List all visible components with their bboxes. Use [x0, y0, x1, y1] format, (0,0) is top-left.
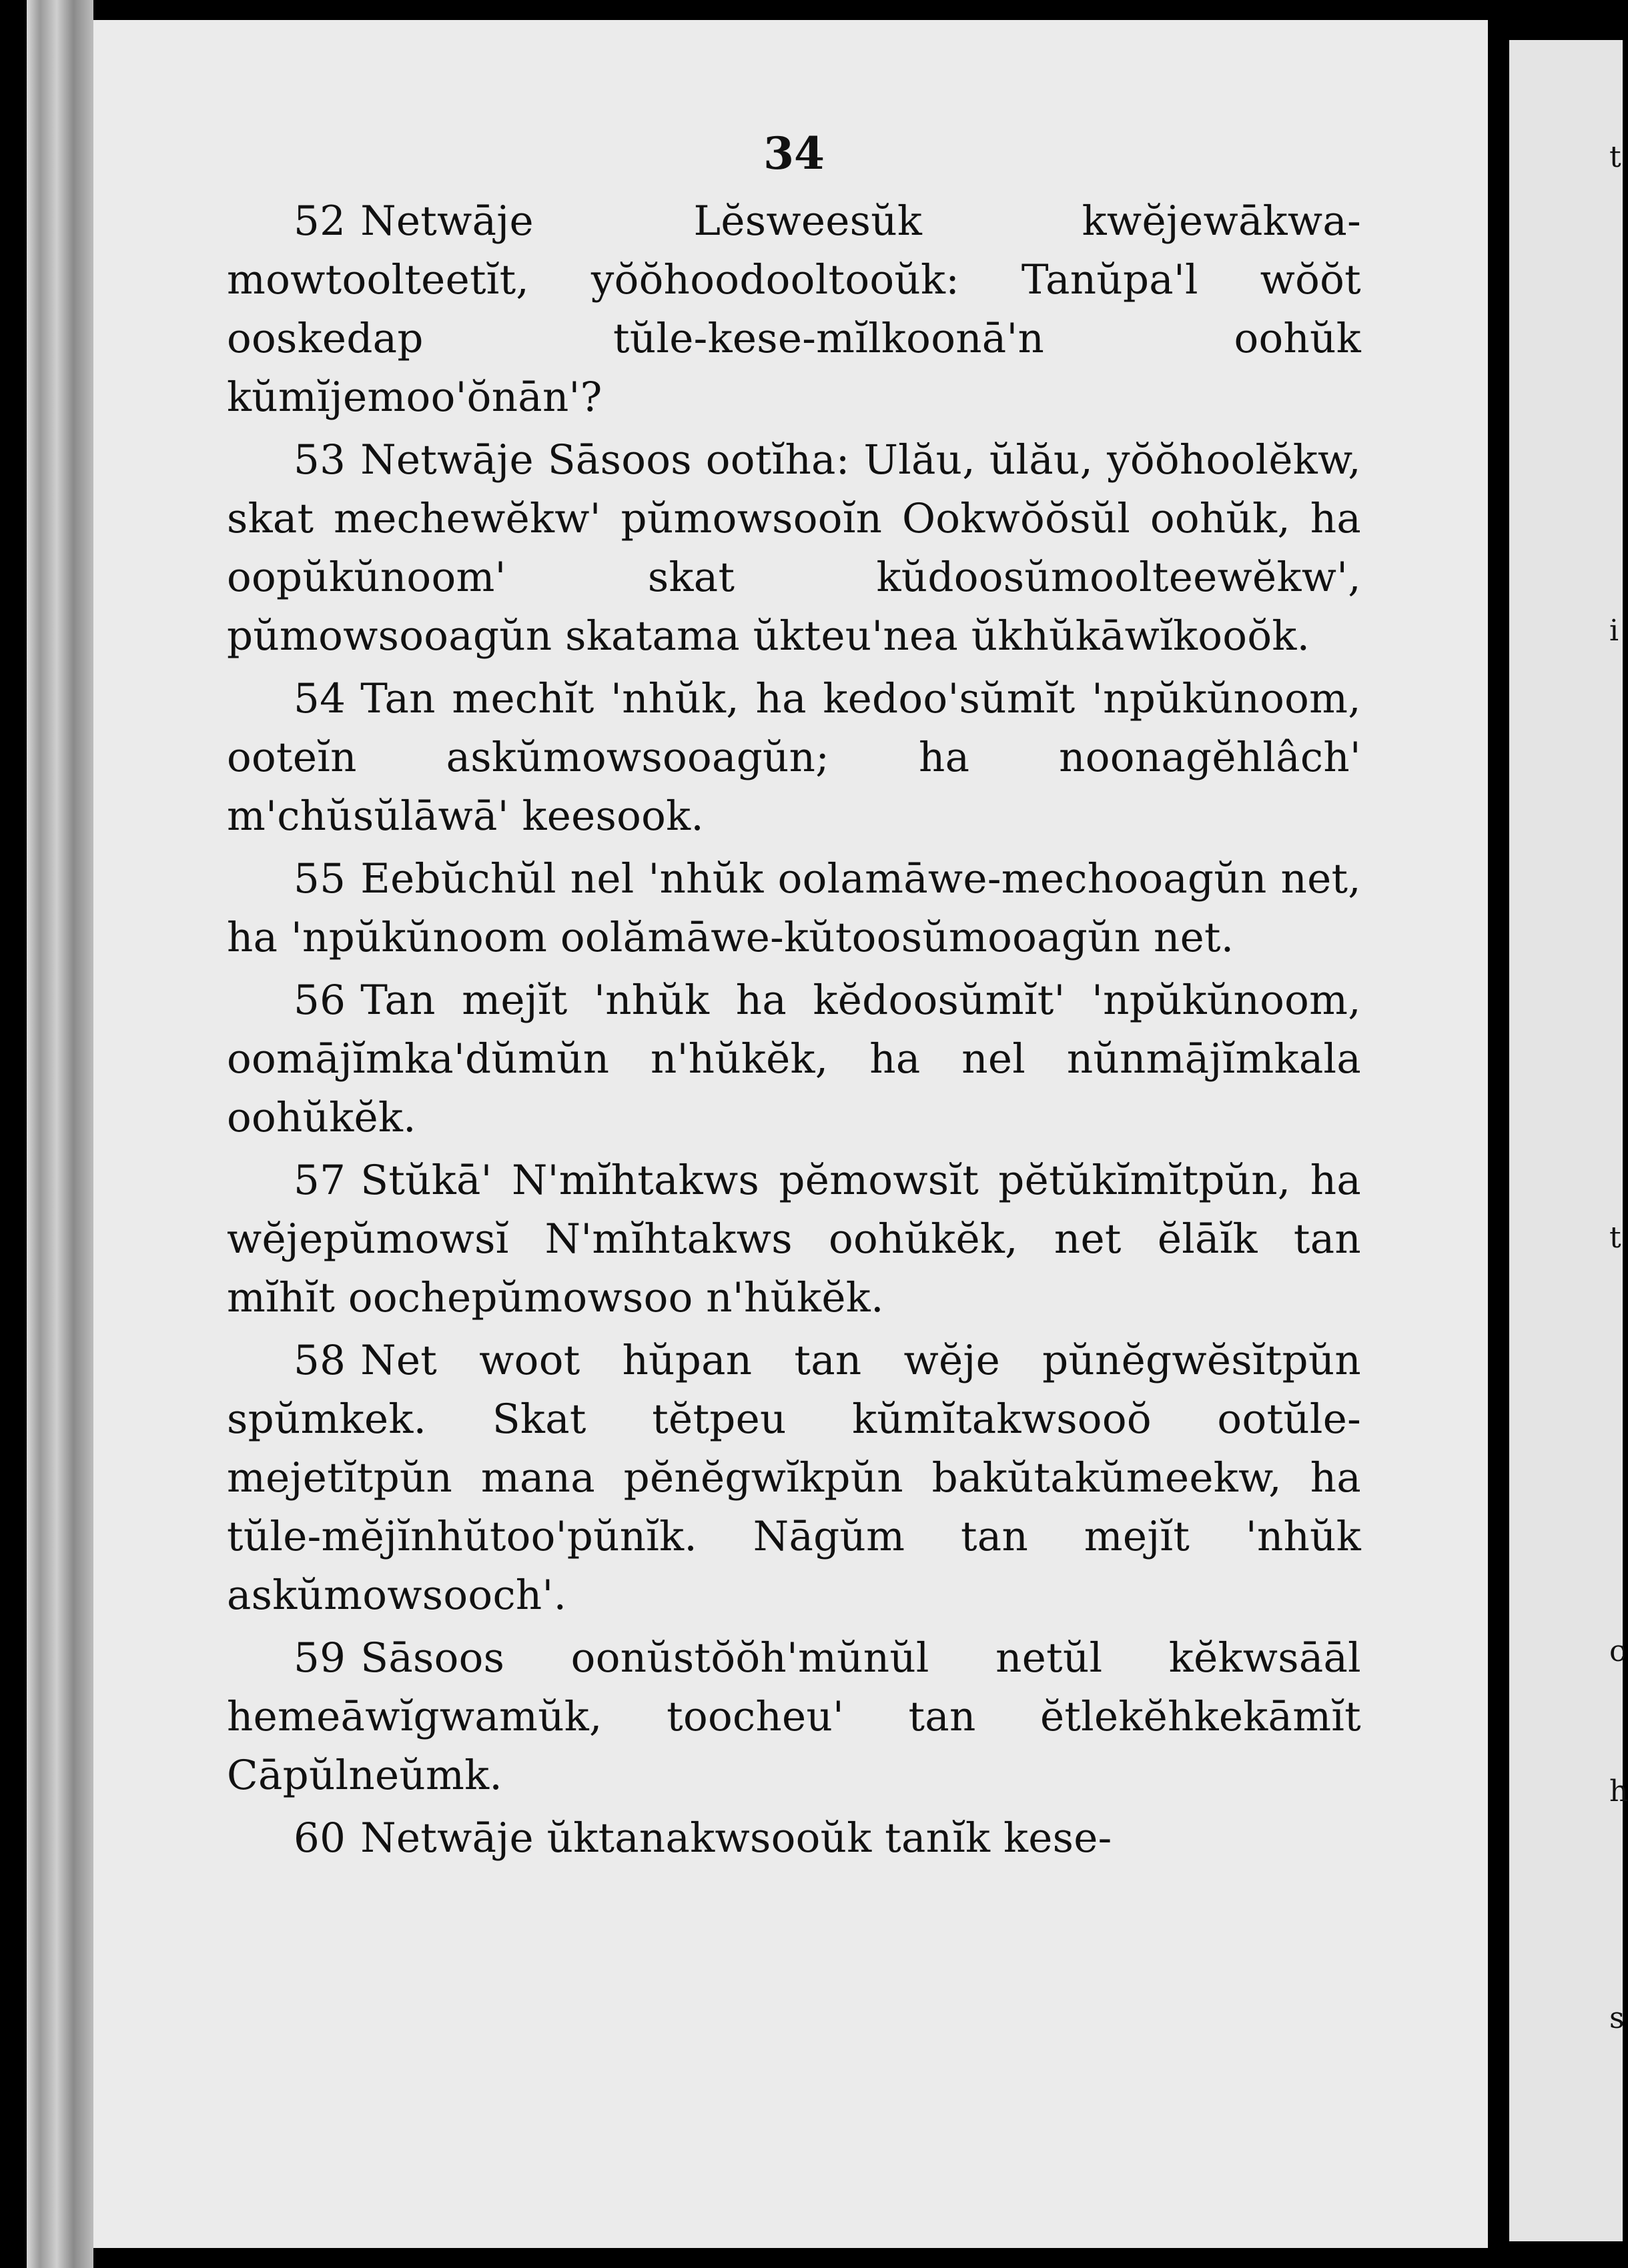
book-binding-gutter [27, 0, 93, 2268]
verse-text: Tan mechĭt 'nhŭk, ha kedoo'sŭmĭt 'npŭkŭnoom, ooteĭn askŭmowsooagŭn; ha noonagĕhlâch' m'chŭsŭlāwā' keesook. [227, 675, 1361, 840]
verse-number: 57 [294, 1157, 346, 1204]
verse-number: 56 [294, 977, 346, 1024]
page-content [227, 120, 1361, 1872]
verse-text: Sāsoos oonŭstŏŏh'mŭnŭl netŭl kĕkwsāāl hemeāwĭgwamŭk, toocheu' tan ĕtlekĕhkekāmĭt Cāpŭlneŭmk. [227, 1634, 1361, 1799]
verse-number: 60 [294, 1814, 346, 1862]
adjacent-page-fragment: t [1609, 1221, 1621, 1255]
adjacent-page-fragment: i [1609, 614, 1619, 648]
verse-52 [227, 192, 1361, 427]
verse-number: 58 [294, 1337, 346, 1384]
verse-text: Netwāje ŭktanakwsooŭk tanĭk kese- [360, 1814, 1112, 1862]
verse-number: 55 [294, 855, 346, 903]
verse-text: Netwāje Lĕsweesŭk kwĕjewākwa-mowtoolteetĭt, yŏŏhoodooltooŭk: Tanŭpa'l wŏŏt ooskedap tŭle-kese-mĭlkoonā'n oohŭk kŭmĭjemoo'ŏnān'? [227, 197, 1361, 421]
verse-text: Eebŭchŭl nel 'nhŭk oolamāwe-mechooagŭn net, ha 'npŭkŭnoom oolămāwe-kŭtoosŭmooagŭn net. [227, 855, 1361, 961]
verse-59 [227, 1629, 1361, 1805]
verse-number: 52 [294, 197, 346, 245]
verse-number: 53 [294, 436, 346, 484]
verse-60 [227, 1809, 1361, 1868]
verse-number: 54 [294, 675, 346, 722]
verse-number: 59 [294, 1634, 346, 1682]
verse-text: Stŭkā' N'mĭhtakws pĕmowsĭt pĕtŭkĭmĭtpŭn, ha wĕjepŭmowsĭ N'mĭhtakws oohŭkĕk, net ĕlāĭk tan mĭhĭt oochepŭmowsoo n'hŭkĕk. [227, 1157, 1361, 1321]
adjacent-page-fragment: t [1609, 140, 1621, 174]
verse-56 [227, 971, 1361, 1147]
verse-57 [227, 1151, 1361, 1327]
verse-text: Netwāje Sāsoos ootĭha: Ulău, ŭlău, yŏŏhoolĕkw, skat mechewĕkw' pŭmowsooĭn Ookwŏŏsŭl oohŭk, ha oopŭkŭnoom' skat kŭdoosŭmoolteewĕkw', pŭmowsooagŭn skatama ŭkteu'nea ŭkhŭkāwĭkooŏk. [227, 436, 1361, 660]
adjacent-page-fragment: s [1609, 2001, 1625, 2035]
adjacent-page-fragment: h [1609, 1774, 1628, 1808]
verse-54 [227, 670, 1361, 846]
adjacent-page-edge [1509, 40, 1628, 2241]
verse-53 [227, 431, 1361, 666]
verse-text: Tan mejĭt 'nhŭk ha kĕdoosŭmĭt' 'npŭkŭnoom, oomājĭmka'dŭmŭn n'hŭkĕk, ha nel nŭnmājĭmkala oohŭkĕk. [227, 977, 1361, 1141]
page-number: 34 [763, 127, 825, 179]
adjacent-page-fragment: c [1609, 1634, 1626, 1668]
verse-58 [227, 1331, 1361, 1625]
verse-55 [227, 850, 1361, 967]
verse-text: Net woot hŭpan tan wĕje pŭnĕgwĕsĭtpŭn spŭmkek. Skat tĕtpeu kŭmĭtakwsooŏ ootŭle-mejetĭtpŭn mana pĕnĕgwĭkpŭn bakŭtakŭmeekw, ha tŭle-mĕjĭnhŭtoo'pŭnĭk. Nāgŭm tan mejĭt 'nhŭk askŭmowsooch'. [227, 1337, 1361, 1619]
